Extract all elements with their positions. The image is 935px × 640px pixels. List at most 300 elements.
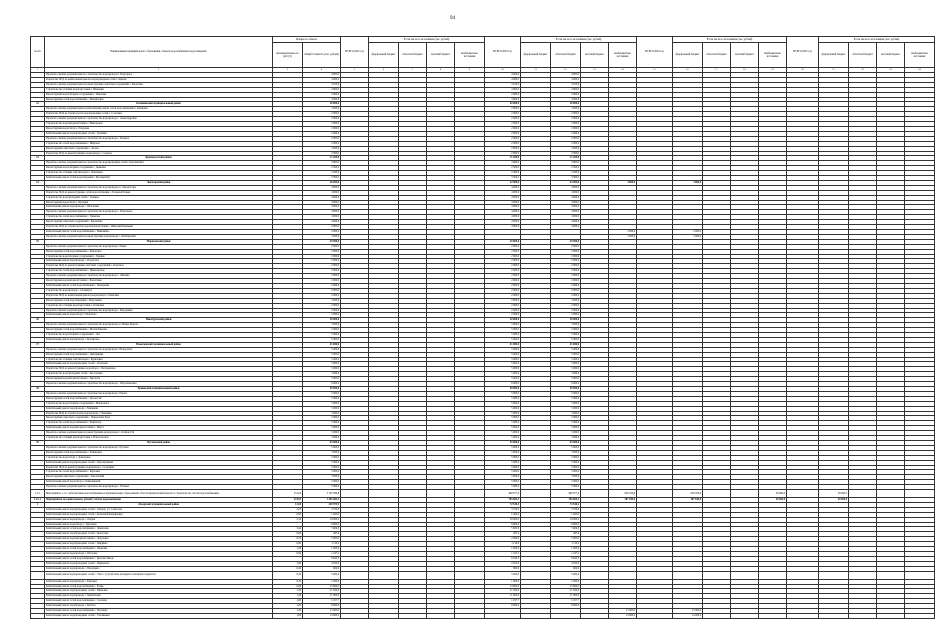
value-cell: 4 000,0 — [551, 200, 581, 205]
value-cell — [455, 613, 485, 618]
value-cell: 5 000,0 — [303, 406, 341, 411]
value-cell: 939 456,0 — [609, 490, 637, 498]
value-cell: 5 000,0 — [485, 411, 521, 416]
object-name: Проектно-сметная документация на строительство водопровода г. Пугачев — [45, 445, 273, 450]
value-cell: 2 000,0 — [303, 279, 341, 284]
value-cell — [399, 571, 427, 579]
value-cell — [399, 613, 427, 618]
object-name: Строительство станции водоподготовки с. Ивановка — [45, 87, 273, 92]
value-cell: 287 049,0 — [609, 498, 637, 503]
value-cell: 0,32 — [273, 579, 303, 584]
value-cell: 11 500,0 — [551, 589, 581, 594]
value-cell: 2 000,0 — [551, 112, 581, 117]
value-cell: 4 000,0 — [551, 210, 581, 215]
column-number: 21 — [819, 68, 849, 73]
value-cell: 5 000,0 — [303, 328, 341, 333]
value-cell — [849, 571, 877, 579]
value-cell: 600,0 — [303, 566, 341, 571]
value-cell: 42 000,0 — [551, 180, 581, 185]
value-cell: 1,20 — [273, 594, 303, 599]
value-cell: 5 000,0 — [303, 416, 341, 421]
value-cell: 15 000,0 — [609, 609, 637, 614]
value-cell: 4 000,0 — [303, 77, 341, 82]
value-cell: 5 000,0 — [551, 337, 581, 342]
value-cell: 5 000,0 — [303, 411, 341, 416]
investment-table — [30, 36, 935, 619]
header-capacity-perf: производительность (м³/сут) — [273, 43, 303, 68]
column-number: 3 — [273, 68, 303, 73]
column-number: 8 — [427, 68, 455, 73]
value-cell: 2 000,0 — [485, 298, 521, 303]
value-cell: 5 000,0 — [303, 480, 341, 485]
object-name: Строительство водозаборных сооружений с. Новорепное — [45, 401, 273, 406]
object-name: Реконструкция сетей водоснабжения с. Клинцовка — [45, 450, 273, 455]
object-name: Пугачевский район — [45, 440, 273, 445]
investment-table-sheet — [30, 36, 928, 619]
value-cell: 8 000,0 — [551, 604, 581, 609]
value-cell: 0,70 — [273, 537, 303, 542]
value-cell: 5 000,0 — [485, 416, 521, 421]
value-cell — [581, 490, 609, 498]
value-cell: 5 000,0 — [303, 460, 341, 465]
value-cell: 13 600,0 — [303, 584, 341, 589]
value-cell — [341, 490, 369, 498]
object-name: Капитальный ремонт водопроводных сетей с. Умет с устройством колодцев и пожарных гидрантов — [45, 571, 273, 579]
object-name: Капитальный ремонт водонапорной башни с. Миусс — [45, 426, 273, 431]
value-cell: 2 500,0 — [551, 166, 581, 171]
value-cell: 2 000,0 — [303, 303, 341, 308]
object-name: Реконструкция сетей водоотведения с. Воротаевка — [45, 298, 273, 303]
value-cell: 5 600,0 — [303, 527, 341, 532]
value-cell: 5 000,0 — [551, 411, 581, 416]
value-cell: 2 000,0 — [485, 151, 521, 156]
value-cell: 5 000,0 — [551, 362, 581, 367]
value-cell: 39 990,0 — [819, 490, 849, 498]
value-cell: 5 000,0 — [485, 372, 521, 377]
value-cell: 20 000,0 — [485, 102, 521, 107]
value-cell: 5 000,0 — [303, 391, 341, 396]
value-cell: 4 000,0 — [551, 225, 581, 230]
value-cell — [399, 490, 427, 498]
value-cell: 3 700,0 — [485, 507, 521, 512]
value-cell: 2 000,0 — [485, 117, 521, 122]
value-cell: 1 400,0 — [551, 512, 581, 517]
value-cell: 1 247,2 — [485, 552, 521, 557]
value-cell: 1 247,2 — [551, 552, 581, 557]
value-cell: 5 000,0 — [485, 450, 521, 455]
value-cell: 5 000,0 — [303, 426, 341, 431]
object-name: Капитальный ремонт водопровода с. Подлесное — [45, 259, 273, 264]
value-cell: 5 000,0 — [551, 406, 581, 411]
value-cell: 5 000,0 — [303, 333, 341, 338]
value-cell: 5 000,0 — [485, 337, 521, 342]
value-cell: 9 800,0 — [485, 522, 521, 527]
value-cell: 5 600,0 — [551, 527, 581, 532]
value-cell: 2 000,0 — [551, 117, 581, 122]
object-name: Проектно-сметная документация на строительство водопровода р.п. Новые Бурасы — [45, 323, 273, 328]
value-cell: 5 000,0 — [551, 352, 581, 357]
value-cell: 0,90 — [273, 542, 303, 547]
value-cell — [731, 613, 759, 618]
object-name: Новобурасский район — [45, 318, 273, 323]
value-cell: 2 000,0 — [551, 151, 581, 156]
value-cell: 5 000,0 — [303, 450, 341, 455]
value-cell — [787, 613, 819, 618]
header-federal: федеральный бюджет — [521, 43, 551, 68]
object-name: Проектно-сметная документация на строительство водопровода с. Александровка — [45, 117, 273, 122]
value-cell: 5 000,0 — [485, 571, 521, 579]
row-number: 18 — [31, 387, 45, 392]
object-name: Лысогорский район — [45, 180, 273, 185]
value-cell — [427, 571, 455, 579]
object-name: Проектно-сметная документация на строительство водопровода с. Успенка — [45, 485, 273, 490]
value-cell: 5 000,0 — [303, 372, 341, 377]
value-cell: 2 000,0 — [551, 259, 581, 264]
value-cell: 72 810,4 — [485, 502, 521, 507]
value-cell: 2 000,0 — [485, 244, 521, 249]
value-cell: 0,40 — [273, 566, 303, 571]
value-cell: 2 000,0 — [551, 244, 581, 249]
value-cell: 5 000,0 — [551, 465, 581, 470]
object-name: Проектно-сметная документация на реконструкцию водопровода с. Осинов Гай — [45, 431, 273, 436]
object-name: Разработка ПСД на реконструкцию сетей водоснабжения с. Большая Рельня — [45, 190, 273, 195]
value-cell: 2 000,0 — [551, 254, 581, 259]
value-cell: 46 000,0 — [303, 180, 341, 185]
value-cell: 11 000,0 — [551, 594, 581, 599]
object-name: Капитальный ремонт сетей водоснабжения с. Даниловка — [45, 527, 273, 532]
value-cell: 3 300,0 — [551, 176, 581, 181]
value-cell: 600,0 — [551, 566, 581, 571]
value-cell: 45 000,0 — [551, 440, 581, 445]
value-cell: 1 000,0 — [551, 547, 581, 552]
value-cell: 9 800,0 — [303, 522, 341, 527]
value-cell — [369, 571, 399, 579]
header-no: № п/п — [31, 37, 45, 68]
object-name: Проектно-сметная документация на реконструкцию очистных сооружений с. Березовка — [45, 82, 273, 87]
object-name: Реконструкция сетей водоснабжения с. Орлов Гай — [45, 396, 273, 401]
value-cell: 1 000,0 — [485, 547, 521, 552]
value-cell: 5 000,0 — [551, 421, 581, 426]
value-cell: 13 600,0 — [485, 584, 521, 589]
value-cell: 0,60 — [273, 584, 303, 589]
object-name: Реконструкция очистных сооружений с. Перекопная Лука — [45, 416, 273, 421]
value-cell: 6 000,0 — [551, 382, 581, 387]
value-cell: 2 000,0 — [303, 298, 341, 303]
value-cell: 2 000,0 — [485, 308, 521, 313]
value-cell: 45 000,0 — [485, 440, 521, 445]
value-cell: 5 000,0 — [485, 436, 521, 441]
object-name: Капитальный ремонт водопроводных сетей с. Ивановка — [45, 589, 273, 594]
value-cell — [787, 571, 819, 579]
value-cell: 3,44 — [273, 527, 303, 532]
row-number: 15 — [31, 239, 45, 244]
value-cell: 2 000,0 — [551, 274, 581, 279]
value-cell: 30 000,0 — [485, 239, 521, 244]
value-cell: 5 000,0 — [551, 436, 581, 441]
value-cell: 15 000,0 — [303, 609, 341, 614]
value-cell: 149 975,9 — [303, 502, 341, 507]
value-cell: 40 000,0 — [759, 498, 787, 503]
column-number: 17 — [703, 68, 731, 73]
header-local: местный бюджет — [731, 43, 759, 68]
value-cell: 2 000,0 — [303, 293, 341, 298]
value-cell: 2 000,0 — [551, 283, 581, 288]
object-name: Реконструкция водозабора с. Бутырки — [45, 200, 273, 205]
value-cell: 5 000,0 — [551, 347, 581, 352]
value-cell: 2 400,0 — [303, 171, 341, 176]
object-name: Капитальный ремонт водопровода с. Белоярское — [45, 337, 273, 342]
value-cell: 2 000,0 — [485, 288, 521, 293]
value-cell: 2 000,0 — [551, 269, 581, 274]
value-cell: 8 000,0 — [485, 604, 521, 609]
header-extra: внебюджетные источники — [905, 43, 935, 68]
value-cell — [427, 613, 455, 618]
value-cell: 5 000,0 — [485, 485, 521, 490]
value-cell: 2 000,0 — [485, 303, 521, 308]
value-cell: 2 900,0 — [551, 92, 581, 97]
object-name: Капитальный ремонт водопровода с. Белгаза — [45, 604, 273, 609]
value-cell: 3 100,0 — [303, 82, 341, 87]
column-number: 9 — [455, 68, 485, 73]
table-row — [31, 613, 935, 618]
value-cell: 8 043,3 — [551, 556, 581, 561]
value-cell: 2,03 — [273, 507, 303, 512]
value-cell: 2 000,0 — [551, 141, 581, 146]
value-cell: 8 043,3 — [303, 556, 341, 561]
column-number: 6 — [369, 68, 399, 73]
value-cell — [819, 571, 849, 579]
value-cell: 2 000,0 — [303, 112, 341, 117]
value-cell: 18 000,0 — [551, 517, 581, 522]
value-cell — [703, 613, 731, 618]
header-total-2025: ВСЕГО 2025 год — [787, 37, 819, 68]
value-cell: 2 000,0 — [485, 136, 521, 141]
object-name: Капитальный ремонт водопровода с. Мавринка — [45, 406, 273, 411]
value-cell: 20 000,0 — [303, 102, 341, 107]
column-number: 4 — [303, 68, 341, 73]
value-cell: 1 917,7 — [303, 599, 341, 604]
object-name: Капитальный ремонт водонапорной башни с. Лопуховка — [45, 537, 273, 542]
column-number: 10 — [485, 68, 521, 73]
value-cell: 487,4 — [485, 532, 521, 537]
value-cell: 11 200,0 — [551, 156, 581, 161]
value-cell: 5 000,0 — [485, 421, 521, 426]
value-cell: 2 000,0 — [485, 264, 521, 269]
value-cell — [521, 613, 551, 618]
row-number: 13 — [31, 156, 45, 161]
header-regional: областной бюджет — [551, 43, 581, 68]
object-name: Строительство сетей водоснабжения с. Приволжское — [45, 269, 273, 274]
value-cell: 4 000,0 — [303, 195, 341, 200]
value-cell: 2 000,0 — [551, 537, 581, 542]
object-name: Строительство водопроводных сетей с. Бессоновка — [45, 372, 273, 377]
value-cell: 5 000,0 — [303, 347, 341, 352]
object-name: Краснокутский район — [45, 156, 273, 161]
object-name: Строительство станции водоподготовки с. Осиновка — [45, 303, 273, 308]
object-name: Капитальный ремонт водозабора с. Тургенево — [45, 522, 273, 527]
object-name: Проектно-сметная документация на строительство водопровода г. Ершов — [45, 391, 273, 396]
value-cell: 2 000,0 — [551, 298, 581, 303]
object-name: Реконструкция водонапорной башни с. Баскатовка — [45, 279, 273, 284]
value-cell: 3 000,0 — [485, 161, 521, 166]
value-cell: 4 000,0 — [485, 195, 521, 200]
value-cell: 600,0 — [485, 566, 521, 571]
value-cell: 4 000,0 — [303, 73, 341, 78]
object-name: Капитальный ремонт водопроводных сетей с. Грачёвка — [45, 131, 273, 136]
column-number: 22 — [849, 68, 877, 73]
value-cell: 6 000,0 — [303, 382, 341, 387]
value-cell — [731, 571, 759, 579]
object-name: Реконструкция очистных сооружений с. Барановка — [45, 220, 273, 225]
header-federal: федеральный бюджет — [819, 43, 849, 68]
value-cell: 2 000,0 — [303, 107, 341, 112]
value-cell: 5 000,0 — [303, 436, 341, 441]
value-cell: 2 000,0 — [485, 107, 521, 112]
value-cell: 41 000,0 — [303, 342, 341, 347]
object-name: Капитальный ремонт сетей водоотведения г. Красный Кут — [45, 176, 273, 181]
value-cell: 20 000,0 — [485, 318, 521, 323]
value-cell — [341, 571, 369, 579]
value-cell: 756 004,3 — [551, 498, 581, 503]
value-cell: 660 877,4 — [551, 490, 581, 498]
object-name: Разработка ПСД на строительство водонапорной башни с. Широкий Карамыш — [45, 225, 273, 230]
value-cell: 0,60 — [273, 532, 303, 537]
value-cell: 4 000,0 — [303, 205, 341, 210]
object-name: Строительство сетей водоснабжения с. Рефлектор — [45, 421, 273, 426]
object-name: Капитальный ремонт водопровода с. Яблоновка — [45, 205, 273, 210]
column-number: 15 — [637, 68, 673, 73]
value-cell — [877, 613, 905, 618]
row-number: 1.1.2.1. — [31, 498, 45, 503]
value-cell: 5 000,0 — [485, 431, 521, 436]
column-number: 18 — [731, 68, 759, 73]
value-cell: 1 000,0 — [485, 579, 521, 584]
value-cell: 487,4 — [551, 532, 581, 537]
object-name: Реконструкция сетей водоснабжения с. Кировское — [45, 249, 273, 254]
value-cell: 1,60 — [273, 599, 303, 604]
value-cell: 4 000,0 — [303, 87, 341, 92]
value-cell: 4 000,0 — [485, 87, 521, 92]
value-cell — [427, 490, 455, 498]
value-cell: 41 000,0 — [485, 342, 521, 347]
value-cell — [485, 613, 521, 618]
object-name: Проектно-сметная документация на строительство водопровода п. Подгорное — [45, 73, 273, 78]
value-cell: 1,00 — [273, 604, 303, 609]
row-number: 14 — [31, 180, 45, 185]
value-cell: 2 000,0 — [551, 313, 581, 318]
object-name: Капитальный ремонт водопроводных сетей с. Тепляковка — [45, 613, 273, 618]
header-total-2024: ВСЕГО 2024 год — [637, 37, 673, 68]
value-cell: 5 000,0 — [485, 323, 521, 328]
column-number: 14 — [609, 68, 637, 73]
value-cell: 5 000,0 — [485, 401, 521, 406]
value-cell: 2 000,0 — [485, 283, 521, 288]
value-cell — [905, 613, 935, 618]
value-cell: 5 000,0 — [551, 367, 581, 372]
header-local: местный бюджет — [877, 43, 905, 68]
value-cell: 5 000,0 — [551, 328, 581, 333]
object-name: Разработка ПСД на реконструкцию очистных сооружений с. Кочетное — [45, 264, 273, 269]
value-cell: 11 200,0 — [303, 156, 341, 161]
value-cell: 4 000,0 — [551, 87, 581, 92]
column-number: 5 — [341, 68, 369, 73]
object-name: Проектно-сметная документация на строительство водопровода с. Липовка — [45, 274, 273, 279]
value-cell: 8 043,3 — [485, 556, 521, 561]
value-cell: 50 000,0 — [303, 387, 341, 392]
value-cell: 2 000,0 — [303, 274, 341, 279]
column-number: 20 — [787, 68, 819, 73]
header-local: местный бюджет — [581, 43, 609, 68]
object-name: Капитальный ремонт водопроводных сетей с. Олоновка — [45, 362, 273, 367]
column-number: 12 — [551, 68, 581, 73]
value-cell: 4 000,0 — [551, 205, 581, 210]
table-body — [31, 73, 935, 619]
row-number: 1.1.2. — [31, 490, 45, 498]
column-number: 2 — [45, 68, 273, 73]
value-cell: 50 000,0 — [485, 387, 521, 392]
object-name: Реконструкция очистных сооружений с. Заволжский — [45, 475, 273, 480]
value-cell: 5 000,0 — [551, 475, 581, 480]
value-cell: 2 000,0 — [485, 141, 521, 146]
value-cell: 4 000,0 — [551, 185, 581, 190]
object-name: Проектно-сметная документация на реконструкцию водопровода с. Октябрьский — [45, 234, 273, 239]
value-cell: 2 000,0 — [551, 308, 581, 313]
value-cell: 5 000,0 — [551, 450, 581, 455]
object-name: Капитальный ремонт сетей водоснабжения с. Елань — [45, 584, 273, 589]
value-cell: 5 000,0 — [303, 421, 341, 426]
value-cell — [551, 613, 581, 618]
value-cell: 1 917,7 — [485, 599, 521, 604]
value-cell: 20 000,0 — [551, 318, 581, 323]
value-cell: 2 000,0 — [303, 283, 341, 288]
value-cell: 3 000,0 — [303, 161, 341, 166]
value-cell: 2,14 — [273, 517, 303, 522]
value-cell: 2 000,0 — [485, 249, 521, 254]
object-name: Марксовский район — [45, 239, 273, 244]
value-cell: 3 740 386,8 — [303, 490, 341, 498]
column-number: 1 — [31, 68, 45, 73]
value-cell: 3 900,0 — [551, 97, 581, 102]
value-cell — [521, 571, 551, 579]
value-cell: 4 000,0 — [303, 220, 341, 225]
value-cell: 2 000,0 — [485, 254, 521, 259]
value-cell — [637, 490, 673, 498]
value-cell: 11 500,0 — [485, 589, 521, 594]
value-cell: 5 600,0 — [485, 527, 521, 532]
object-name: Проектно-сметная документация на строительство водопровода с. Полевое — [45, 136, 273, 141]
value-cell: 2 000,0 — [303, 537, 341, 542]
value-cell — [787, 490, 819, 498]
value-cell: 4 000,0 — [609, 180, 637, 185]
header-extra: внебюджетные источники — [609, 43, 637, 68]
object-name: Капитальный ремонт сетей водоснабжения с. Красная Звезда — [45, 556, 273, 561]
value-cell: 2 022,0 — [551, 561, 581, 566]
value-cell: 5 000,0 — [551, 431, 581, 436]
value-cell: 5 000,0 — [485, 426, 521, 431]
object-name: Строительство станции водоподготовки с. Новосельское — [45, 436, 273, 441]
value-cell: 2 000,0 — [303, 313, 341, 318]
value-cell: 765 004,3 — [485, 498, 521, 503]
value-cell: 4 000,0 — [551, 195, 581, 200]
value-cell: 2 000,0 — [485, 131, 521, 136]
value-cell: 2 000,0 — [609, 230, 637, 235]
object-name: Капитальный ремонт водопровода с. Ершовка — [45, 579, 273, 584]
value-cell: 2 000,0 — [551, 303, 581, 308]
value-cell: 1 917,7 — [551, 599, 581, 604]
value-cell: 2 000,0 — [303, 308, 341, 313]
value-cell: 5 000,0 — [551, 426, 581, 431]
value-cell: 41 000,0 — [551, 342, 581, 347]
